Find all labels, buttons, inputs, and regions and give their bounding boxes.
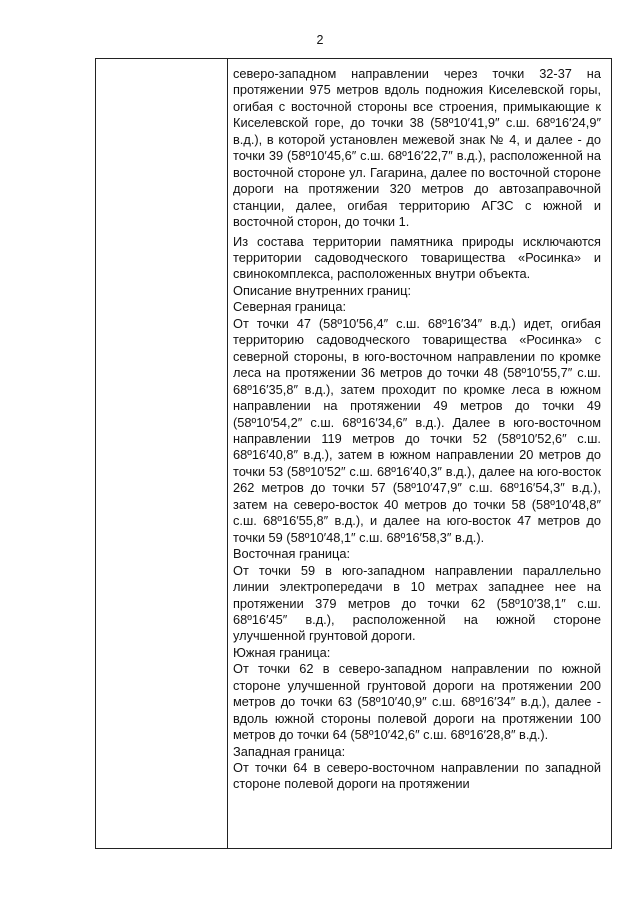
column-divider (227, 59, 228, 848)
heading-northern-boundary: Северная граница: (233, 299, 347, 315)
left-empty-cell (96, 59, 227, 848)
paragraph-southern-boundary: От точки 62 в северо-западном направлении по южной стороне улучшенной грунтовой дороги на протяжении 200 метров до точки 63 (58º10′40,9″ с.ш. 68º16′34″ в.д.), далее - вдоль южной стороны полевой дороги на протяжении 100 метров до точки 64 (58º10′42,6″ с.ш. 68º16′28,8″ в.д.). (233, 661, 601, 743)
heading-southern-boundary: Южная граница: (233, 644, 331, 660)
paragraph-northern-boundary: От точки 47 (58º10′56,4″ с.ш. 68º16′34″ в.д.) идет, огибая территорию садоводческого товарищества «Росинка» с северной стороны, в юго-восточном направлении по кромке леса на протяжении 36 метров до точки 48 (58º10′55,7″ с.ш. 68º16′35,8″ в.д.), затем проходит по кромке леса в южном направлении на протяжении 49 метров до точки 49 (58º10′54,2″ с.ш. 68º16′34,6″ в.д.). Далее в юго-восточном направлении 119 метров до точки 52 (58º10′52,6″ с.ш. 68º16′40,8″ в.д.), затем в южном направлении 20 метров до точки 53 (58º10′52″ с.ш. 68º16′40,3″ в.д.), далее на юго-восток 262 метров до точки 57 (58º10′47,9″ с.ш. 68º16′54,3″ в.д.), затем на северо-восток 40 метров до точки 58 (58º10′48,8″ с.ш. 68º16′55,8″ в.д.), и далее на юго-восток 47 метров до точки 59 (58º10′48,1″ с.ш. 68º16′58,3″ в.д.). (233, 315, 601, 545)
boundary-description-cell (233, 66, 601, 793)
page-number: 2 (316, 33, 324, 47)
paragraph-eastern-boundary: От точки 59 в юго-западном направлении параллельно линии электропередачи в 10 метрах западнее нее на протяжении 379 метров до точки 62 (58º10′38,1″ с.ш. 68º16′45″ в.д.), расположенной на южной стороне улучшенной грунтовой дороги. (233, 562, 601, 644)
heading-western-boundary: Западная граница: (233, 743, 346, 759)
paragraph-western-boundary: От точки 64 в северо-восточном направлении по западной стороне полевой дороги на протяжении (233, 760, 601, 792)
paragraph-outer-boundary-end: северо-западном направлении через точки 32-37 на протяжении 975 метров вдоль подножия Киселевской горы, огибая с восточной стороны все строения, примыкающие к Киселевской горе, до точки 38 (58º10′41,9″ с.ш. 68º16′24,9″ в.д.), в которой установлен межевой знак № 4, и далее - до точки 39 (58º10′45,6″ с.ш. 68º16′22,7″ в.д.), расположенной на восточной стороне ул. Гагарина, далее по восточной стороне дороги на протяжении 320 метров до автозаправочной станции, далее, огибая территорию АГЗС с южной и восточной сторон, до точки 1. (233, 66, 601, 230)
boundary-table (95, 58, 612, 849)
heading-eastern-boundary: Восточная граница: (233, 546, 351, 562)
paragraph-exclusions: Из состава территории памятника природы исключаются территории садоводческого товарищества «Росинка» и свинокомплекса, расположенных внутри объекта. (233, 233, 601, 282)
heading-internal-boundaries: Описание внутренних границ: (233, 282, 412, 298)
